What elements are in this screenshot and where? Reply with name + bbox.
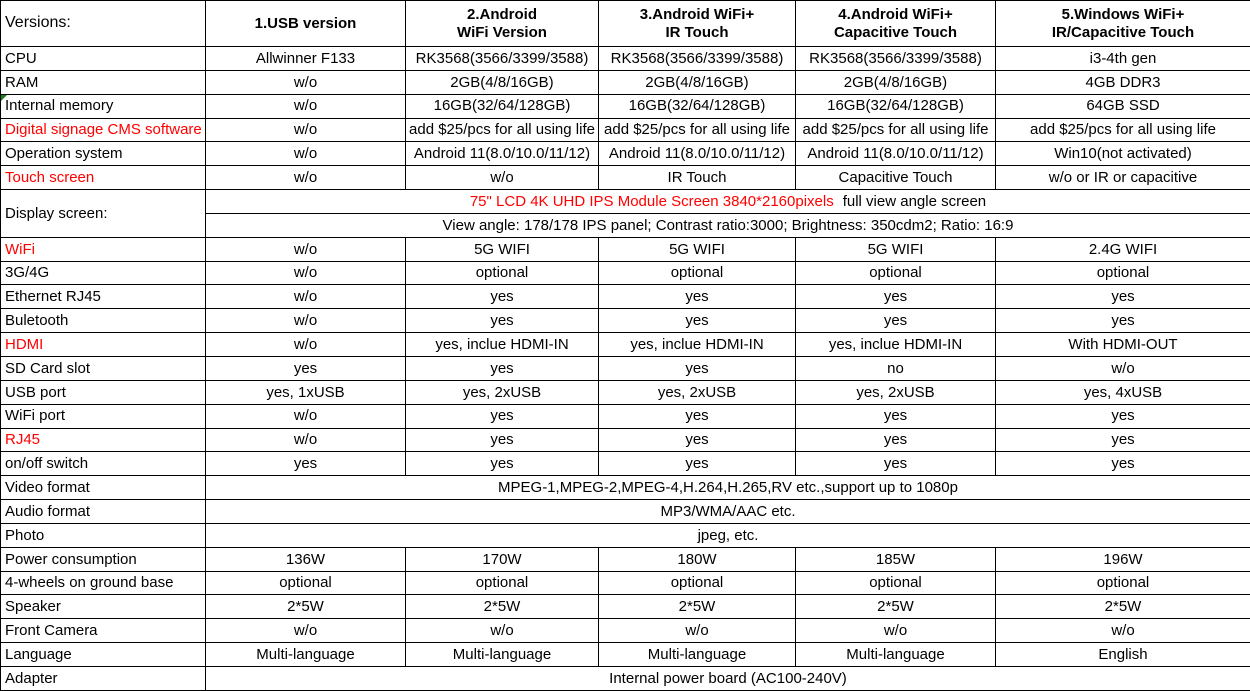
cell: yes [206,356,406,380]
table-row-ethernet-rj45 [1,285,1250,309]
row-label-sd-card-slot: SD Card slot [1,356,206,380]
cell: yes [599,404,796,428]
cell: Android 11(8.0/10.0/11/12) [599,142,796,166]
cell: yes [599,452,796,476]
row-label-bluetooth: Buletooth [1,309,206,333]
table-row-audio-format [1,500,1250,524]
cell: optional [406,571,599,595]
cell: yes, 4xUSB [996,380,1250,404]
row-label-ram: RAM [1,70,206,94]
table-row-touch-screen [1,166,1250,190]
cell: w/o [206,404,406,428]
table-row-usb-port [1,380,1250,404]
cell: w/o [796,619,996,643]
header-line: IR/Capacitive Touch [998,24,1248,41]
cell: yes [406,452,599,476]
cell: w/o or IR or capacitive [996,166,1250,190]
cell: yes [206,452,406,476]
cell: 2GB(4/8/16GB) [796,70,996,94]
cell: yes, inclue HDMI-IN [599,333,796,357]
row-label-cms-software: Digital signage CMS software [1,118,206,142]
table-row-video-format [1,476,1250,500]
cell: w/o [406,166,599,190]
cell: 2*5W [406,595,599,619]
table-row-on-off-switch [1,452,1250,476]
row-label-touch-screen: Touch screen [1,166,206,190]
cell: yes [406,404,599,428]
cell: yes, inclue HDMI-IN [406,333,599,357]
cell: yes, inclue HDMI-IN [796,333,996,357]
row-label-usb-port: USB port [1,380,206,404]
table-row-wheels-base [1,571,1250,595]
header-line: IR Touch [601,24,793,41]
cell: IR Touch [599,166,796,190]
table-row-ram [1,70,1250,94]
cell: i3-4th gen [996,47,1250,71]
cell: yes, 2xUSB [406,380,599,404]
table-row-power-consumption [1,547,1250,571]
header-line: WiFi Version [408,24,596,41]
audio-format-merged-cell: MP3/WMA/AAC etc. [206,500,1250,524]
cell: yes [406,309,599,333]
row-label-text: Internal memory [5,97,113,114]
cell: optional [996,261,1250,285]
cell: optional [796,571,996,595]
cell: yes [996,309,1250,333]
cell: optional [206,571,406,595]
versions-corner-cell: Versions: [1,1,206,47]
table-row-sd-card-slot [1,356,1250,380]
header-line: 3.Android WiFi+ [601,6,793,23]
video-format-merged-cell: MPEG-1,MPEG-2,MPEG-4,H.264,H.265,RV etc.,support up to 1080p [206,476,1250,500]
row-label-rj45: RJ45 [1,428,206,452]
cell: w/o [206,285,406,309]
cell: yes [599,428,796,452]
cell: optional [599,571,796,595]
row-label-cpu: CPU [1,47,206,71]
cell: w/o [206,166,406,190]
cell: 16GB(32/64/128GB) [796,94,996,118]
cell: Android 11(8.0/10.0/11/12) [406,142,599,166]
col-header-windows [996,1,1250,47]
row-label-hdmi: HDMI [1,333,206,357]
cell: yes [406,428,599,452]
row-label-power-consumption: Power consumption [1,547,206,571]
col-header-usb-version [206,1,406,47]
cell: 5G WIFI [796,237,996,261]
cell: 5G WIFI [599,237,796,261]
cell: yes [996,285,1250,309]
cell: optional [599,261,796,285]
cell: w/o [996,356,1250,380]
cell: add $25/pcs for all using life [996,118,1250,142]
cell: yes [796,285,996,309]
cell: yes, 1xUSB [206,380,406,404]
row-label-3g-4g: 3G/4G [1,261,206,285]
cell: Multi-language [406,643,599,667]
cell: 2*5W [599,595,796,619]
cell: Win10(not activated) [996,142,1250,166]
cell: Capacitive Touch [796,166,996,190]
cell: add $25/pcs for all using life [599,118,796,142]
cell: 180W [599,547,796,571]
cell: 2*5W [996,595,1250,619]
cell: 2.4G WIFI [996,237,1250,261]
cell: optional [796,261,996,285]
cell: Allwinner F133 [206,47,406,71]
row-label-internal-memory [1,94,206,118]
row-label-wheels-base: 4-wheels on ground base [1,571,206,595]
display-screen-spec-line2: View angle: 178/178 IPS panel; Contrast ratio:3000; Brightness: 350cdm2; Ratio: 16:9 [206,213,1250,237]
cell: w/o [599,619,796,643]
row-label-wifi: WiFi [1,237,206,261]
table-row-bluetooth [1,309,1250,333]
col-header-android-ir-touch [599,1,796,47]
header-line: Capacitive Touch [798,24,993,41]
cell: yes [796,452,996,476]
cell: 136W [206,547,406,571]
header-line: 1.USB version [208,15,403,32]
row-label-video-format: Video format [1,476,206,500]
row-label-language: Language [1,643,206,667]
header-line: 4.Android WiFi+ [798,6,993,23]
cell: RK3568(3566/3399/3588) [599,47,796,71]
cell: w/o [996,619,1250,643]
cell: yes [796,428,996,452]
cell: 16GB(32/64/128GB) [599,94,796,118]
cell: optional [996,571,1250,595]
cell: 2GB(4/8/16GB) [406,70,599,94]
table-row-operation-system [1,142,1250,166]
cell: yes, 2xUSB [599,380,796,404]
cell: add $25/pcs for all using life [406,118,599,142]
row-label-operation-system: Operation system [1,142,206,166]
table-row-3g-4g [1,261,1250,285]
row-label-adapter: Adapter [1,666,206,690]
cell: With HDMI-OUT [996,333,1250,357]
row-label-display-screen: Display screen: [1,190,206,238]
cell: optional [406,261,599,285]
row-label-on-off-switch: on/off switch [1,452,206,476]
cell: English [996,643,1250,667]
cell: yes [796,404,996,428]
table-row-cms-software [1,118,1250,142]
table-row-wifi-port [1,404,1250,428]
cell: 2GB(4/8/16GB) [599,70,796,94]
cell: no [796,356,996,380]
cell: yes [599,309,796,333]
display-spec-suffix: full view angle screen [843,193,986,210]
table-row-adapter [1,666,1250,690]
cell: yes [406,356,599,380]
header-row [1,1,1250,47]
table-row-speaker [1,595,1250,619]
cell: yes, 2xUSB [796,380,996,404]
row-label-ethernet-rj45: Ethernet RJ45 [1,285,206,309]
table-row-hdmi [1,333,1250,357]
row-label-front-camera: Front Camera [1,619,206,643]
row-label-speaker: Speaker [1,595,206,619]
cell: 196W [996,547,1250,571]
cell: 2*5W [796,595,996,619]
cell: yes [996,428,1250,452]
photo-merged-cell: jpeg, etc. [206,523,1250,547]
cell: 16GB(32/64/128GB) [406,94,599,118]
excel-error-corner-icon [1,95,7,101]
table-row-cpu [1,47,1250,71]
cell: 4GB DDR3 [996,70,1250,94]
table-row-language [1,643,1250,667]
display-spec-highlight: 75" LCD 4K UHD IPS Module Screen 3840*2160pixels [470,193,834,210]
cell: w/o [206,619,406,643]
cell: Multi-language [206,643,406,667]
cell: yes [599,356,796,380]
cell: 170W [406,547,599,571]
cell: yes [996,404,1250,428]
row-label-audio-format: Audio format [1,500,206,524]
display-screen-spec-line1 [206,190,1250,214]
cell: RK3568(3566/3399/3588) [796,47,996,71]
cell: w/o [406,619,599,643]
cell: w/o [206,94,406,118]
cell: w/o [206,428,406,452]
cell: 5G WIFI [406,237,599,261]
cell: 2*5W [206,595,406,619]
table-row-photo [1,523,1250,547]
col-header-android-wifi [406,1,599,47]
cell: w/o [206,118,406,142]
table-row-rj45 [1,428,1250,452]
cell: Android 11(8.0/10.0/11/12) [796,142,996,166]
cell: RK3568(3566/3399/3588) [406,47,599,71]
table-row-display-screen-1 [1,190,1250,214]
cell: yes [996,452,1250,476]
table-row-wifi [1,237,1250,261]
cell: w/o [206,333,406,357]
table-row-front-camera [1,619,1250,643]
row-label-wifi-port: WiFi port [1,404,206,428]
header-line: 5.Windows WiFi+ [998,6,1248,23]
cell: w/o [206,261,406,285]
cell: Multi-language [599,643,796,667]
cell: Multi-language [796,643,996,667]
table-row-internal-memory [1,94,1250,118]
cell: w/o [206,309,406,333]
cell: 185W [796,547,996,571]
cell: w/o [206,237,406,261]
col-header-android-capacitive-touch [796,1,996,47]
cell: yes [599,285,796,309]
cell: w/o [206,70,406,94]
cell: add $25/pcs for all using life [796,118,996,142]
cell: 64GB SSD [996,94,1250,118]
cell: w/o [206,142,406,166]
cell: yes [406,285,599,309]
row-label-photo: Photo [1,523,206,547]
cell: yes [796,309,996,333]
header-line: 2.Android [408,6,596,23]
adapter-merged-cell: Internal power board (AC100-240V) [206,666,1250,690]
